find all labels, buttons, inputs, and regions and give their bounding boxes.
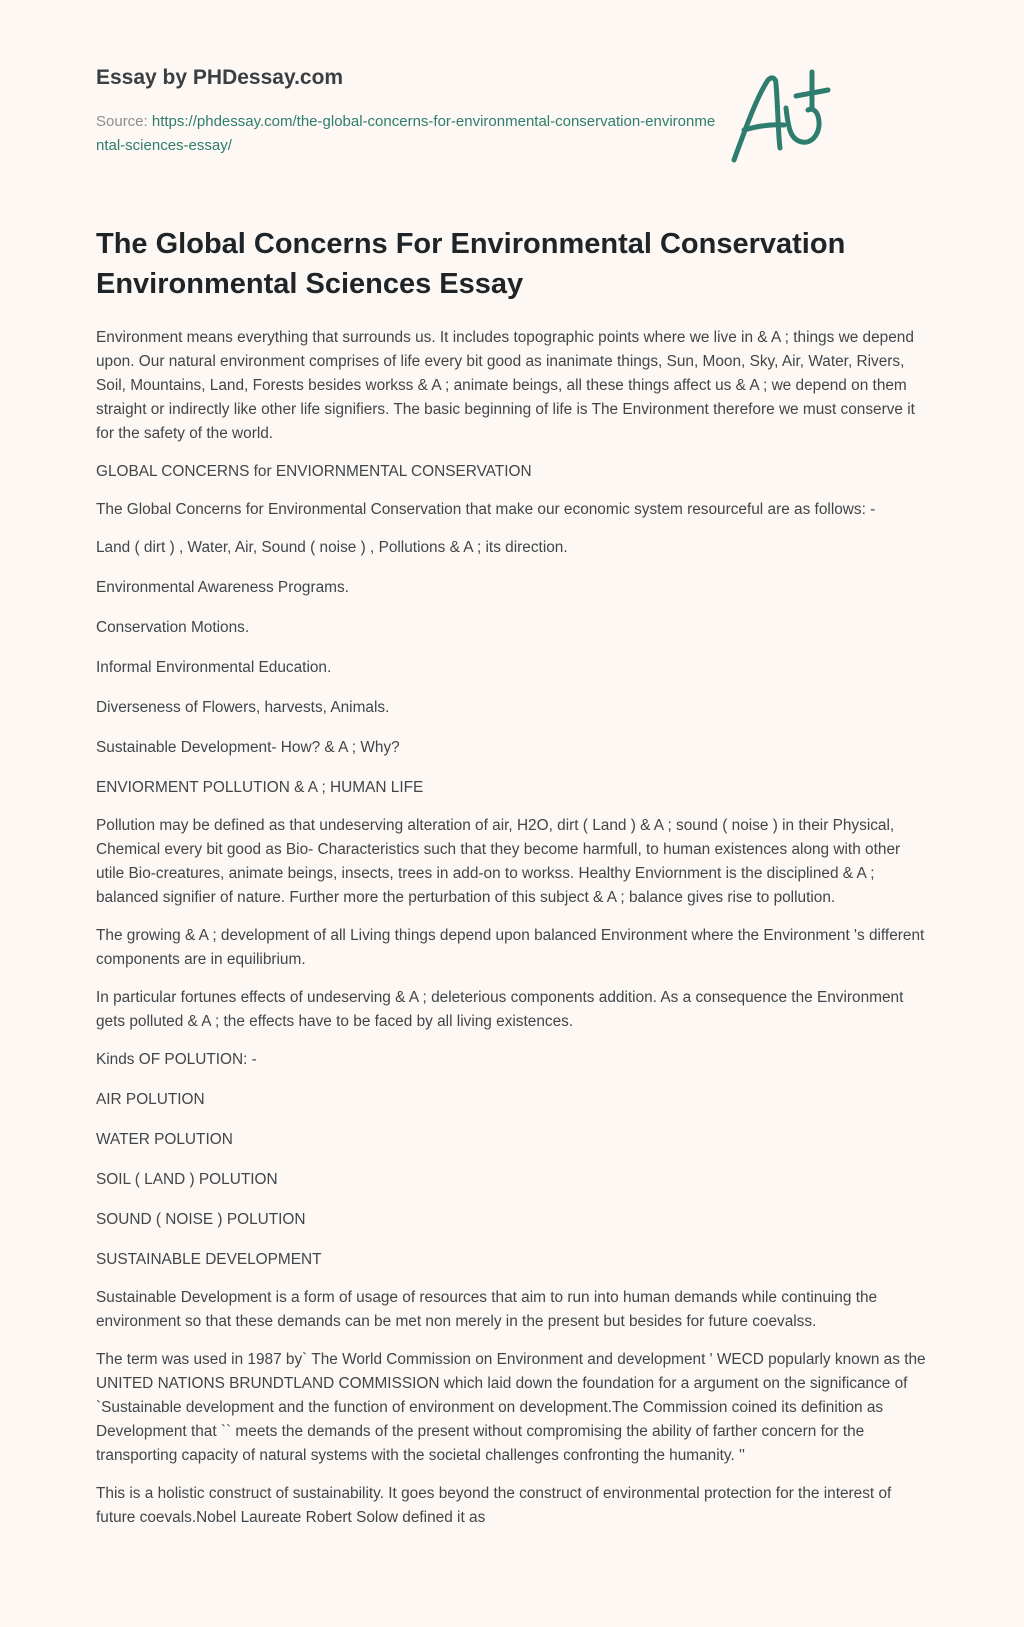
paragraph: This is a holistic construct of sustainability. It goes beyond the construct of environmental protection for the interest of future coevals.Nobel Laureate Robert Solow defined it as	[96, 1485, 892, 1526]
source-line	[96, 110, 716, 158]
paragraph: Sustainable Development is a form of usage of resources that aim to run into human demands while continuing the environment so that these demands can be met non merely in the present but besides for future coevalss.	[96, 1289, 878, 1330]
paragraph: Pollution may be defined as that undeserving alteration of air, H2O, dirt ( Land ) & A ; sound ( noise ) in their Physical, Chemical every bit good as Bio- Characteristics such that they become harmfull, to human existences along with other utile Bio-creatures, animate beings, insects, trees in add-on to workss. Healthy Enviornment is the disciplined & A ; balanced signifier of nature. Further more the perturbation of this subject & A ; balance gives rise to pollution.	[96, 817, 901, 906]
list-item: Land ( dirt ) , Water, Air, Sound ( noise ) , Pollutions & A ; its direction.	[96, 539, 568, 556]
list-item: SOIL ( LAND ) POLUTION	[96, 1171, 278, 1188]
section-heading: Kinds OF POLUTION: -	[96, 1051, 257, 1068]
section-heading: SUSTAINABLE DEVELOPMENT	[96, 1251, 322, 1268]
site-brand: Essay by PHDessay.com	[96, 66, 344, 89]
paragraph: In particular fortunes effects of undeserving & A ; deleterious components addition. As a consequence the Environment gets polluted & A ; the effects have to be faced by all living existences.	[96, 989, 904, 1030]
list-item: Conservation Motions.	[96, 619, 250, 636]
article-title: The Global Concerns For Environmental Conservation Environmental Sciences Essay	[96, 228, 846, 300]
a-plus-logo-icon	[726, 68, 836, 168]
paragraph: The term was used in 1987 by` The World Commission on Environment and development ' WECD popularly known as the UNITED NATIONS BRUNDTLAND COMMISSION which laid down the foundation for a argument on the significance of `Sustainable development and the function of environment on development.The Commission coined its definition as Development that `` meets the demands of the present without compromising the ability of farther concern for the transporting capacity of natural systems with the societal challenges confronting the humanity. ''	[96, 1351, 926, 1464]
list-item: AIR POLUTION	[96, 1091, 205, 1108]
list-item: SOUND ( NOISE ) POLUTION	[96, 1211, 306, 1228]
source-link[interactable]: https://phdessay.com/the-global-concerns-for-environmental-conservation-environmental-sciences-essay/	[96, 113, 716, 154]
list-item: Environmental Awareness Programs.	[96, 579, 349, 596]
article-body	[96, 326, 928, 1530]
paragraph: The Global Concerns for Environmental Conservation that make our economic system resourceful are as follows: -	[96, 501, 876, 518]
section-heading: GLOBAL CONCERNS for ENVIORNMENTAL CONSERVATION	[96, 463, 532, 480]
list-item: Informal Environmental Education.	[96, 659, 332, 676]
paragraph: Environment means everything that surrounds us. It includes topographic points where we live in & A ; things we depend upon. Our natural environment comprises of life every bit good as inanimate things, Sun, Moon, Sky, Air, Water, Rivers, Soil, Mountains, Land, Forests besides workss & A ; animate beings, all these things affect us & A ; we depend on them straight or indirectly like other life signifiers. The basic beginning of life is The Environment therefore we must conserve it for the safety of the world.	[96, 329, 915, 442]
site-header	[96, 0, 928, 190]
list-item: WATER POLUTION	[96, 1131, 233, 1148]
source-label: Source:	[96, 113, 152, 130]
list-item: Diverseness of Flowers, harvests, Animals.	[96, 699, 390, 716]
section-heading: ENVIORMENT POLLUTION & A ; HUMAN LIFE	[96, 779, 424, 796]
paragraph: The growing & A ; development of all Living things depend upon balanced Environment where the Environment 's different components are in equilibrium.	[96, 927, 925, 968]
list-item: Sustainable Development- How? & A ; Why?	[96, 739, 400, 756]
